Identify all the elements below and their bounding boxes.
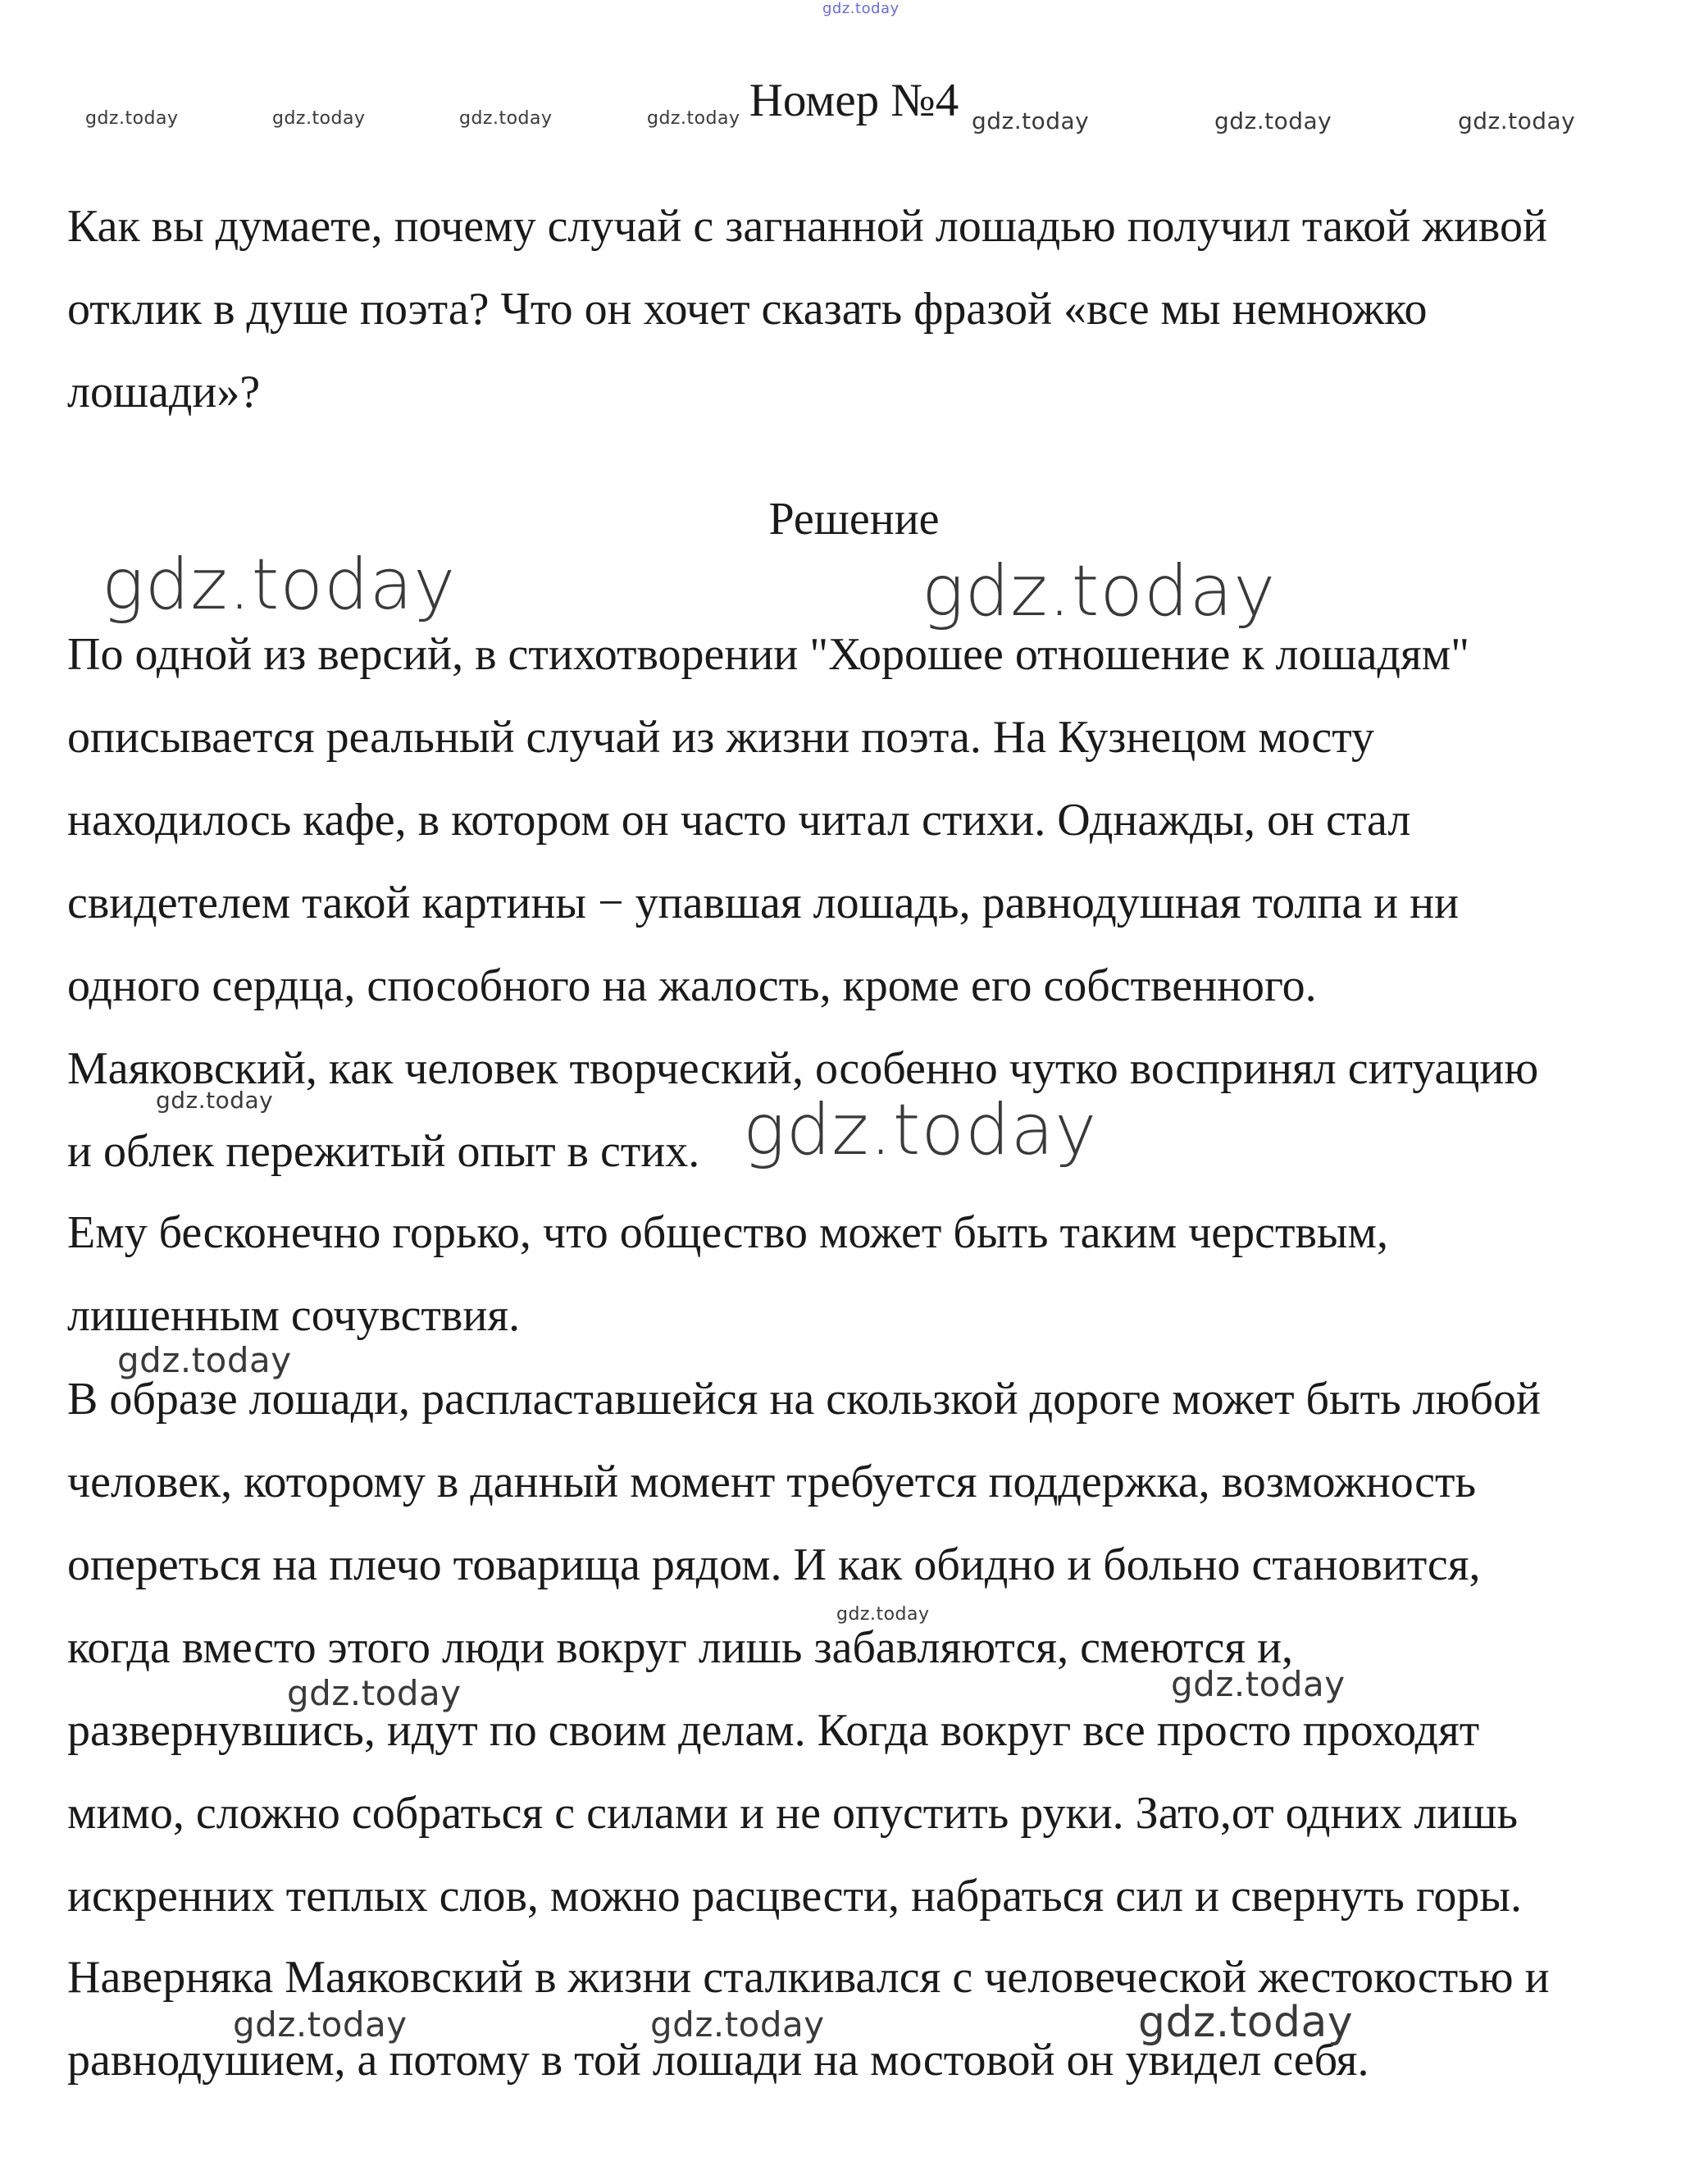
watermark-large: gdz.today <box>102 544 457 626</box>
watermark: gdz.today <box>650 2004 825 2045</box>
answer-line: В образе лошади, распластавшейся на скользкой дороге может быть любой <box>67 1374 1541 1425</box>
watermark: gdz.today <box>1171 1664 1346 1704</box>
question-line: Как вы думаете, почему случай с загнанной лошадью получил такой живой <box>67 201 1547 252</box>
answer-line: описывается реальный случай из жизни поэта. На Кузнецом мосту <box>67 712 1374 763</box>
answer-line: лишенным сочувствия. <box>67 1290 521 1341</box>
answer-line: свидетелем такой картины − упавшая лошадь, равнодушная толпа и ни <box>67 878 1460 928</box>
watermark-top: gdz.today <box>822 0 900 17</box>
watermark: gdz.today <box>1138 1998 1354 2047</box>
watermark: gdz.today <box>459 108 553 129</box>
answer-line: Наверняка Маяковский в жизни сталкивался с человеческой жестокостью и <box>67 1952 1550 2003</box>
answer-line: Ему бесконечно горько, что общество может быть таким черствым, <box>67 1207 1388 1258</box>
watermark: gdz.today <box>233 2004 408 2045</box>
watermark: gdz.today <box>117 1340 292 1380</box>
question-text <box>67 185 1666 434</box>
question-line: лошади»? <box>67 367 261 417</box>
answer-line: человек, которому в данный момент требуется поддержка, возможность <box>67 1457 1477 1507</box>
answer-line: когда вместо этого люди вокруг лишь забавляются, смеются и, <box>67 1622 1294 1673</box>
watermark: gdz.today <box>156 1087 274 1114</box>
watermark: gdz.today <box>85 108 179 129</box>
watermark: gdz.today <box>272 108 366 129</box>
watermark: gdz.today <box>1214 107 1332 135</box>
answer-paragraph-2 <box>67 1192 1666 1357</box>
question-line: отклик в душе поэта? Что он хочет сказать фразой «все мы немножко <box>67 284 1428 335</box>
answer-line: равнодушием, а потому в той лошади на мостовой он увидел себя. <box>67 2035 1369 2086</box>
watermark: gdz.today <box>836 1604 930 1625</box>
watermark: gdz.today <box>972 107 1090 135</box>
page-title: Номер №4 <box>749 75 959 126</box>
answer-paragraph-3 <box>67 1358 1666 1938</box>
watermark-large: gdz.today <box>743 1089 1098 1171</box>
watermark: gdz.today <box>287 1673 462 1713</box>
answer-line: одного сердца, способного на жалость, кроме его собственного. <box>67 960 1317 1011</box>
answer-line: находилось кафе, в котором он часто читал стихи. Однажды, он стал <box>67 795 1411 846</box>
answer-line: мимо, сложно собраться с силами и не опустить руки. Зато,от одних лишь <box>67 1788 1519 1839</box>
answer-line: Маяковский, как человек творческий, особенно чутко воспринял ситуацию <box>67 1043 1539 1094</box>
answer-line: По одной из версий, в стихотворении "Хорошее отношение к лошадям" <box>67 629 1470 680</box>
watermark-large: gdz.today <box>922 550 1277 632</box>
watermark: gdz.today <box>647 108 740 129</box>
solution-heading: Решение <box>768 494 940 545</box>
answer-line: развернувшись, идут по своим делам. Когда вокруг все просто проходят <box>67 1705 1480 1756</box>
answer-line: и облек пережитый опыт в стих. <box>67 1126 700 1177</box>
watermark: gdz.today <box>1458 107 1576 135</box>
answer-line: искренних теплых слов, можно расцвести, набраться сил и свернуть горы. <box>67 1871 1523 1922</box>
answer-line: опереться на плечо товарища рядом. И как обидно и больно становится, <box>67 1539 1481 1590</box>
